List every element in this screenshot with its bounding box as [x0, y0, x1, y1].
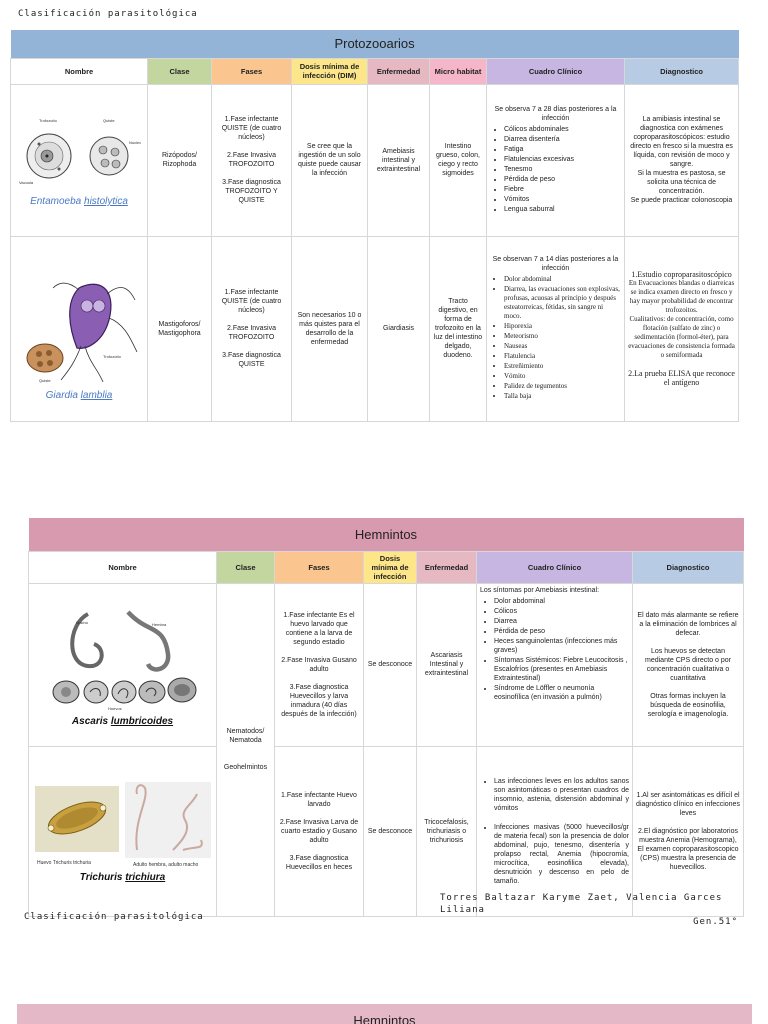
- header-enfermedad: Enfermedad: [417, 551, 477, 583]
- diag-line: 1.Estudio coproparasitoscópico: [631, 270, 732, 279]
- header-enfermedad: Enfermedad: [368, 58, 430, 84]
- fase-1: 1.Fase infectante Huevo larvado: [281, 791, 357, 808]
- list-item: • Talla baja: [504, 392, 621, 401]
- cuadro-clinico-cell: [487, 236, 625, 421]
- nombre-cell: [11, 84, 148, 236]
- list-item: • Estreñimiento: [504, 362, 621, 371]
- clase-cell: Mastigoforos/ Mastigophora: [148, 236, 212, 421]
- cuadro-intro: Los síntomas por Amebiasis intestinal:: [480, 586, 600, 594]
- ascaris-illustration: [48, 604, 198, 714]
- img-label: Huevos: [107, 705, 122, 711]
- genus: Ascaris: [71, 715, 109, 727]
- fases-cell: [212, 236, 292, 421]
- diag-line: 2.La prueba ELISA que reconoce el antígeno: [628, 369, 735, 387]
- cuadro-clinico-cell: [477, 583, 633, 746]
- entamoeba-illustration: [17, 114, 141, 194]
- micro-habitat-cell: Tracto digestivo, en forma de trofozoito en la luz del intestino delgado, duodeno.: [430, 236, 487, 421]
- fase-3: 3.Fase diagnostica Huevecillos y larva inmadura (40 días después de la infección): [281, 683, 357, 718]
- table-row: [11, 84, 739, 236]
- list-item: • Meteorismo: [504, 332, 621, 341]
- cuadro-intro: Se observa 7 a 28 días posteriores a la infección: [494, 106, 617, 122]
- list-item: • Infecciones masivas (5000 huevecillos/gr de materia fecal) son la presencia de dolor abdominal, pujo, tenesmo, disentería y prolapso rectal, Anemia (hipocromía, microcítica, eosinofilica elevada), desnutrición y descenso en pelo de tamaño.: [494, 823, 629, 886]
- header-fases: Fases: [212, 58, 292, 84]
- list-item: • Nauseas: [504, 342, 621, 351]
- fase-1: 1.Fase infectante Es el huevo larvado que contiene a la larva de segundo estadio: [283, 611, 355, 646]
- footer-author: [440, 892, 740, 928]
- dim-cell: Son necesarios 10 o más quistes para el desarrollo de la enfermedad: [292, 236, 368, 421]
- table-row: [29, 746, 744, 916]
- list-item: • Síndrome de Löffler o neumonía eosinofílica (en invasión a pulmón): [494, 684, 629, 702]
- nombre-cell: [29, 583, 217, 746]
- list-item: • Flatulencia: [504, 352, 621, 361]
- list-item: • Hiporexia: [504, 322, 621, 331]
- nombre-cell: [29, 746, 217, 916]
- enfermedad-cell: Ascariasis Intestinal y extraintestinal: [417, 583, 477, 746]
- header-clase: Clase: [148, 58, 212, 84]
- list-item: • Vómitos: [504, 195, 621, 204]
- dim-cell: Se desconoce: [364, 583, 417, 746]
- img-label: Quiste: [39, 377, 51, 383]
- fase-2: 2.Fase Invasiva TROFOZOITO: [226, 152, 277, 168]
- list-item: • Pérdida de peso: [494, 627, 629, 636]
- img-label: Trofozoíto: [39, 118, 57, 123]
- nombre-cell: [11, 236, 148, 421]
- giardia-illustration: [17, 258, 141, 388]
- img-label: Trofozoíto: [103, 353, 121, 359]
- enfermedad-cell: Giardiasis: [368, 236, 430, 421]
- header-diagnostico: Diagnostico: [633, 551, 744, 583]
- list-item: • Dolor abdominal: [494, 597, 629, 606]
- helmintos-table: [28, 518, 744, 917]
- genus: Trichuris: [79, 872, 123, 883]
- diag-line: Los huevos se detectan mediante CPS directo o por concentración cualitativa o cuantitativa: [645, 647, 731, 682]
- clase-cell: Rizópodos/ Rizophoda: [148, 84, 212, 236]
- fases-cell: [212, 84, 292, 236]
- group-label: Gen.51°: [693, 917, 738, 927]
- list-item: • Cólicos abdominales: [504, 125, 621, 134]
- header-cuadro-clinico: Cuadro Clínico: [477, 551, 633, 583]
- diag-line: Se puede practicar colonoscopia: [630, 197, 733, 204]
- header-fases: Fases: [275, 551, 364, 583]
- author-names: Torres Baltazar Karyme Zaet, Valencia Garces Liliana: [440, 893, 723, 915]
- list-item: • Fiebre: [504, 185, 621, 194]
- fase-1: 1.Fase infectante QUISTE (de cuatro núcleos): [221, 289, 282, 314]
- protozoarios-title: Protozooarios: [11, 30, 739, 58]
- list-item: • Vómito: [504, 372, 621, 381]
- list-item: • Las infecciones leves en los adultos sanos son asintomáticas o presentan cuadros de insomnio, astenia, distensión abdominal y vómitos: [494, 777, 629, 813]
- species: lumbricoides: [110, 715, 174, 727]
- cuadro-clinico-cell: [487, 84, 625, 236]
- cuadro-clinico-cell: [477, 746, 633, 916]
- fase-2: 2.Fase Invasiva Gusano adulto: [281, 656, 357, 673]
- dim-cell: Se desconoce: [364, 746, 417, 916]
- header-dim: Dosis mínima de infección (DIM): [292, 58, 368, 84]
- img-label: Adulto hembra, adulto macho: [132, 862, 198, 868]
- species: lamblia: [80, 389, 113, 401]
- species: trichiura: [125, 872, 166, 883]
- enfermedad-cell: Amebiasis intestinal y extraintestinal: [368, 84, 430, 236]
- header-diagnostico: Diagnostico: [625, 58, 739, 84]
- protozoarios-table: [10, 30, 739, 422]
- img-label: Hembra: [151, 621, 166, 627]
- list-item: • Diarrea disentería: [504, 135, 621, 144]
- header-cuadro-clinico: Cuadro Clínico: [487, 58, 625, 84]
- diag-line: En Evacuaciones blandas o diarreicas se indica examen directo en fresco y hay mayor probabilidad de encontrar trofozoitos.: [628, 279, 735, 314]
- img-label: Huevo Trichuris trichuria: [36, 860, 91, 866]
- table-row: [29, 583, 744, 746]
- species-name-entamoeba: [14, 197, 144, 206]
- header-clase: Clase: [217, 551, 275, 583]
- species-name-trichuris: [32, 873, 213, 882]
- list-item: • Flatulencias excesivas: [504, 155, 621, 164]
- species: histolytica: [84, 196, 128, 207]
- list-item: • Palidez de tegumentos: [504, 382, 621, 391]
- list-item: • Diarrea: [494, 617, 629, 626]
- diag-line: Cualitativos: de concentración, como flotación (sulfato de zinc) o sedimentación (formol-éter), para evacuaciones de consistencia formada o semiformada: [628, 315, 735, 359]
- document-title: Clasificación parasitológica: [18, 9, 198, 19]
- diag-line: El dato más alarmante se refiere a la eliminación de lombrices al defecar.: [637, 611, 739, 637]
- list-item: • Fatiga: [504, 145, 621, 154]
- header-nombre: Nombre: [11, 58, 148, 84]
- table-row: [11, 236, 739, 421]
- genus: Entamoeba: [30, 196, 82, 207]
- species-name-ascaris: [32, 717, 213, 726]
- fase-3: 3.Fase diagnostica TROFOZOITO Y QUISTE: [222, 179, 281, 204]
- diagnostico-cell: [625, 84, 739, 236]
- dim-cell: Se cree que la ingestión de un solo quiste puede causar la infección: [292, 84, 368, 236]
- cuadro-intro: Se observan 7 a 14 días posteriores a la infección: [492, 256, 619, 272]
- list-item: • Diarrea, las evacuaciones son explosivas, profusas, acuosas al principio y después esteatorreicas, fétidas, sin sangre ni moco.: [504, 285, 621, 321]
- list-item: • Síntomas Sistémicos: Fiebre Leucocitosis , Escalofríos (presentes en Amebiasis Extraintestinal): [494, 656, 629, 683]
- diag-line: Otras formas incluyen la búsqueda de eosinofilia, serología e imagenología.: [647, 692, 729, 718]
- footer-title: Clasificación parasitológica: [24, 912, 204, 922]
- fase-3: 3.Fase diagnostica Huevecillos en heces: [285, 854, 353, 871]
- trichuris-illustration: [33, 780, 213, 870]
- diag-line: La amibiasis intestinal se diagnostica con exámenes coproparasitoscópicos: estudio directo en fresco si la muestra es líquida, con revisión de moco y sangre.: [630, 116, 733, 168]
- header-dim: Dosis mínima de infección: [364, 551, 417, 583]
- header-nombre: Nombre: [29, 551, 217, 583]
- diag-line: 1.Al ser asintomáticas es difícil el diagnóstico clínico en infecciones leves: [636, 791, 740, 817]
- micro-habitat-cell: Intestino grueso, colon, ciego y recto sigmoides: [430, 84, 487, 236]
- list-item: • Heces sanguinolentas (infecciones más graves): [494, 637, 629, 655]
- enfermedad-cell: Tricocefalosis, trichuriasis o trichuriosis: [417, 746, 477, 916]
- list-item: • Dolor abdominal: [504, 275, 621, 284]
- diagnostico-cell: [633, 746, 744, 916]
- img-label: Vacuola: [19, 180, 34, 185]
- species-name-giardia: [14, 391, 144, 400]
- next-page-title: Hemnintos: [17, 1004, 752, 1024]
- helmintos-title: Hemnintos: [29, 518, 744, 551]
- diagnostico-cell: [633, 583, 744, 746]
- img-label: Macho: [75, 619, 88, 625]
- cuadro-list: [490, 275, 621, 401]
- diag-line: Si la muestra es pastosa, se solicita una técnica de concentración.: [637, 170, 726, 195]
- fases-cell: [275, 746, 364, 916]
- list-item: • Tenesmo: [504, 165, 621, 174]
- fase-3: 3.Fase diagnostica QUISTE: [222, 352, 281, 368]
- fase-2: 2.Fase Invasiva Larva de cuarto estadio y Gusano adulto: [279, 818, 359, 844]
- diag-line: 2.El diagnóstico por laboratorios muestra Anemia (Hemograma), El examen coproparasitoscopico (CPS) muestra la presencia de huevecillos.: [637, 827, 739, 871]
- clase-nematodos: Nematodos/ Nematoda: [226, 728, 265, 744]
- diagnostico-cell: [625, 236, 739, 421]
- fase-2: 2.Fase Invasiva TROFOZOITO: [226, 325, 277, 341]
- cuadro-list: [490, 125, 621, 214]
- img-label: Quiste: [103, 118, 115, 123]
- clase-cell: [217, 583, 275, 916]
- cuadro-list: [480, 777, 629, 886]
- fase-1: 1.Fase infectante QUISTE (de cuatro núcleos): [221, 116, 282, 141]
- list-item: • Cólicos: [494, 607, 629, 616]
- header-micro-habitat: Micro habitat: [430, 58, 487, 84]
- list-item: • Pérdida de peso: [504, 175, 621, 184]
- fases-cell: [275, 583, 364, 746]
- clase-geohelmintos: Geohelmintos: [223, 764, 268, 771]
- genus: Giardia: [45, 389, 78, 401]
- list-item: • Lengua saburral: [504, 205, 621, 214]
- img-label: Núcleo: [129, 140, 141, 145]
- cuadro-list: [480, 597, 629, 702]
